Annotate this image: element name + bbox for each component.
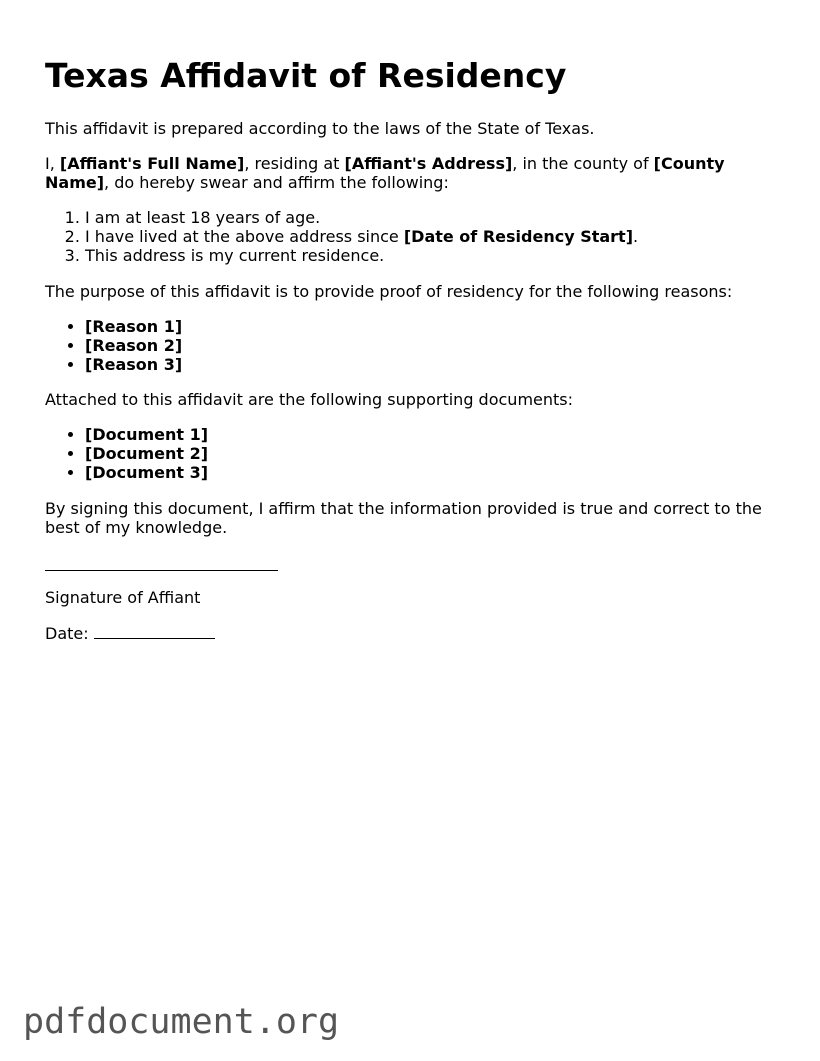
affirmation-text: . — [633, 227, 639, 246]
reason-placeholder: [Reason 1] — [85, 317, 183, 336]
statement-text-1: I, — [45, 154, 60, 173]
affiant-name-placeholder: [Affiant's Full Name] — [59, 154, 245, 173]
affirmation-item — [85, 227, 638, 246]
document-placeholder: [Document 2] — [85, 444, 209, 463]
intro-paragraph: This affidavit is prepared according to the laws of the State of Texas. — [45, 119, 595, 138]
affiant-address-placeholder: [Affiant's Address] — [344, 154, 513, 173]
purpose-paragraph: The purpose of this affidavit is to provide proof of residency for the following reasons: — [45, 282, 733, 301]
reason-item — [85, 317, 182, 336]
reason-placeholder: [Reason 2] — [85, 336, 183, 355]
residency-start-placeholder: [Date of Residency Start] — [403, 227, 634, 246]
reason-placeholder: [Reason 3] — [85, 355, 183, 374]
document-placeholder: [Document 3] — [85, 463, 209, 482]
date-label: Date: — [45, 624, 94, 643]
date-line — [94, 623, 215, 639]
document-item — [85, 463, 208, 482]
affirmation-item: 3. This address is my current residence. — [85, 246, 638, 265]
document-item — [85, 425, 208, 444]
affirmation-item: 1. I am at least 18 years of age. — [85, 208, 638, 227]
watermark-text: pdfdocument.org — [23, 1002, 340, 1042]
signature-line — [45, 569, 278, 571]
documents-paragraph: Attached to this affidavit are the following supporting documents: — [45, 390, 574, 409]
documents-list — [45, 425, 208, 482]
statement-text-4: , do hereby swear and affirm the following: — [104, 173, 449, 192]
affirmation-text: I have lived at the above address since — [85, 227, 404, 246]
statement-text-2: , residing at — [244, 154, 345, 173]
county-name-placeholder: [County Name] — [45, 154, 725, 192]
reasons-list — [45, 317, 182, 374]
statement-text-3: , in the county of — [512, 154, 654, 173]
reason-item — [85, 336, 182, 355]
date-row — [45, 623, 785, 643]
signature-label: Signature of Affiant — [45, 588, 201, 607]
document-placeholder: [Document 1] — [85, 425, 209, 444]
closing-paragraph: By signing this document, I affirm that the information provided is true and correct to the best of my knowledge. — [45, 499, 762, 537]
document-title: Texas Affidavit of Residency — [45, 56, 567, 95]
document-item — [85, 444, 208, 463]
statement-paragraph — [45, 154, 785, 192]
affirmations-list — [45, 208, 638, 265]
reason-item — [85, 355, 182, 374]
